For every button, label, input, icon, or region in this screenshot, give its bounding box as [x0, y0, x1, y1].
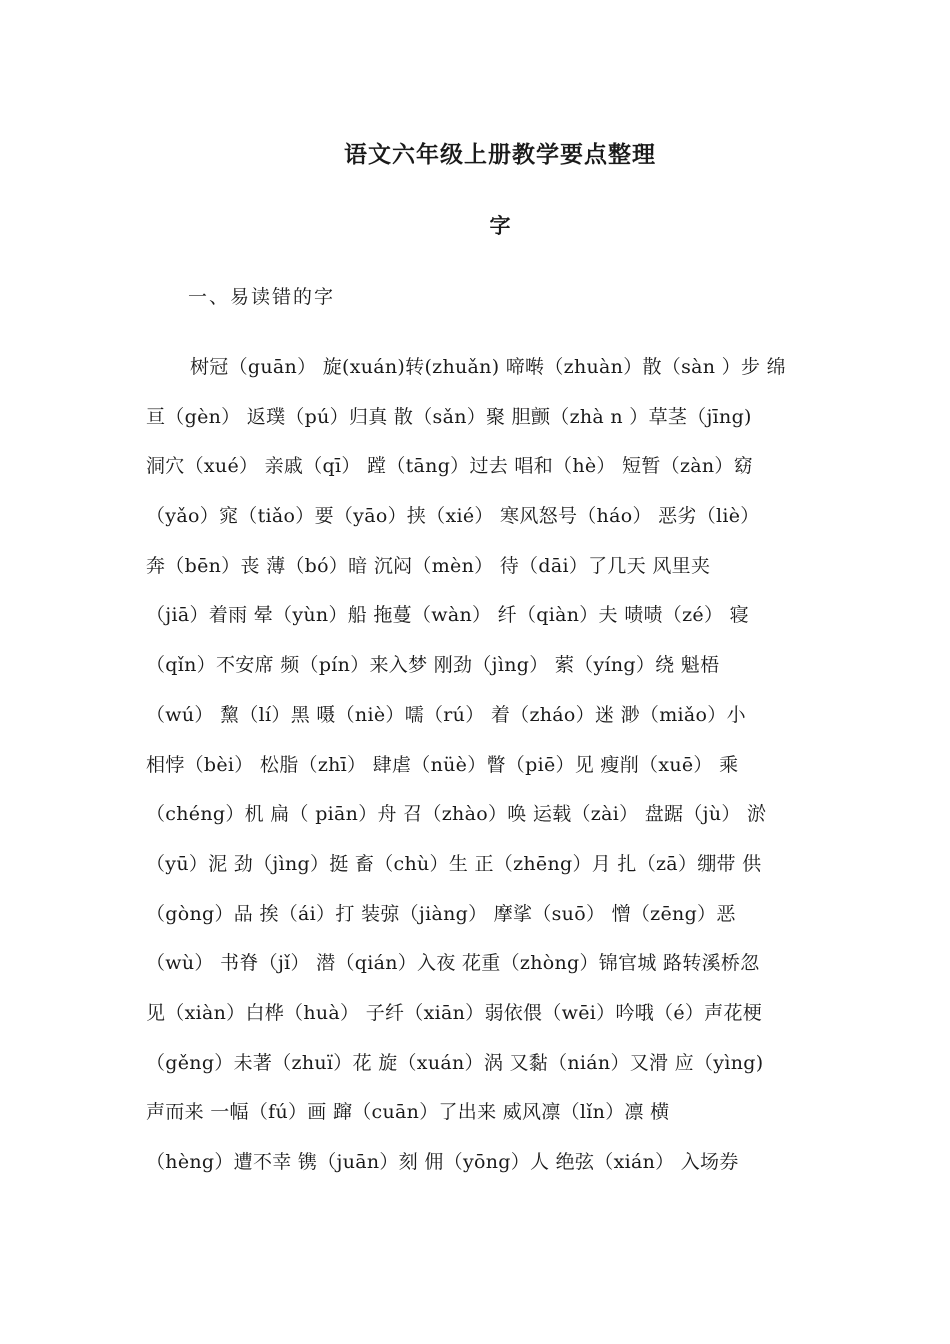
text-line: 相悖（bèi） 松脂（zhī） 肆虐（nüè）瞥（piē）见 瘦削（xuē） 乘 — [146, 753, 739, 776]
text-line: （qǐn）不安席 频（pín）来入梦 刚劲（jìng） 萦（yíng）绕 魁梧 — [146, 654, 720, 677]
text-line: （wù） 书脊（jǐ） 潜（qián）入夜 花重（zhòng）锦官城 路转溪桥忽 — [146, 952, 760, 975]
text-line: （hèng）遭不幸 镌（juān）刻 佣（yōng）人 绝弦（xián） 入场券 — [146, 1151, 739, 1173]
section-heading: 字 — [489, 214, 511, 238]
text-line: 洞穴（xué） 亲戚（qī） 蹚（tāng）过去 唱和（hè） 短暂（zàn）窈 — [146, 455, 754, 478]
text-line: 声而来 一幅（fú）画 蹿（cuān）了出来 威风凛（lǐn）凛 横 — [146, 1101, 670, 1124]
subheading-easily-misread-characters: 一、易读错的字 — [188, 286, 336, 308]
text-line: （yū）泥 劲（jìng）挺 畜（chù）生 正（zhēng）月 扎（zā）绷带 供 — [146, 852, 762, 875]
text-line: 奔（bēn）丧 薄（bó）暗 沉闷（mèn） 待（dāi）了几天 风里夹 — [146, 554, 711, 577]
text-line: 亘（gèn） 返璞（pú）归真 散（sǎn）聚 胆颤（zhà n ）草茎（jīng) — [146, 405, 752, 428]
text-line: （yǎo）窕（tiǎo）要（yāo）挟（xié） 寒风怒号（háo） 恶劣（liè） — [146, 505, 760, 528]
text-line: （wú） 黧（lí）黑 嗫（niè）嚅（rú） 着（zháo）迷 渺（miǎo）小 — [146, 703, 746, 726]
pinyin-word-list — [146, 350, 811, 1195]
text-line: 见（xiàn）白桦（huà） 子纤（xiān）弱依偎（wēi）吟哦（é）声花梗 — [146, 1001, 763, 1024]
text-line: （jiā）着雨 晕（yùn）船 拖蔓（wàn） 纤（qiàn）夫 啧啧（zé） 寝 — [146, 604, 749, 627]
text-line: 树冠（guān） 旋(xuán)转(zhuǎn) 啼啭（zhuàn）散（sàn ）步 绵 — [190, 356, 786, 378]
document-title: 语文六年级上册教学要点整理 — [344, 142, 656, 168]
text-line: （gěng）未著（zhuï）花 旋（xuán）涡 又黏（nián）又滑 应（yìng) — [146, 1051, 764, 1074]
text-line: （gòng）品 挨（ái）打 装弶（jiàng） 摩挲（suō） 憎（zēng）恶 — [146, 902, 736, 925]
text-line: （chéng）机 扁（ piān）舟 召（zhào）唤 运载（zài） 盘踞（jù） 淤 — [146, 803, 767, 826]
